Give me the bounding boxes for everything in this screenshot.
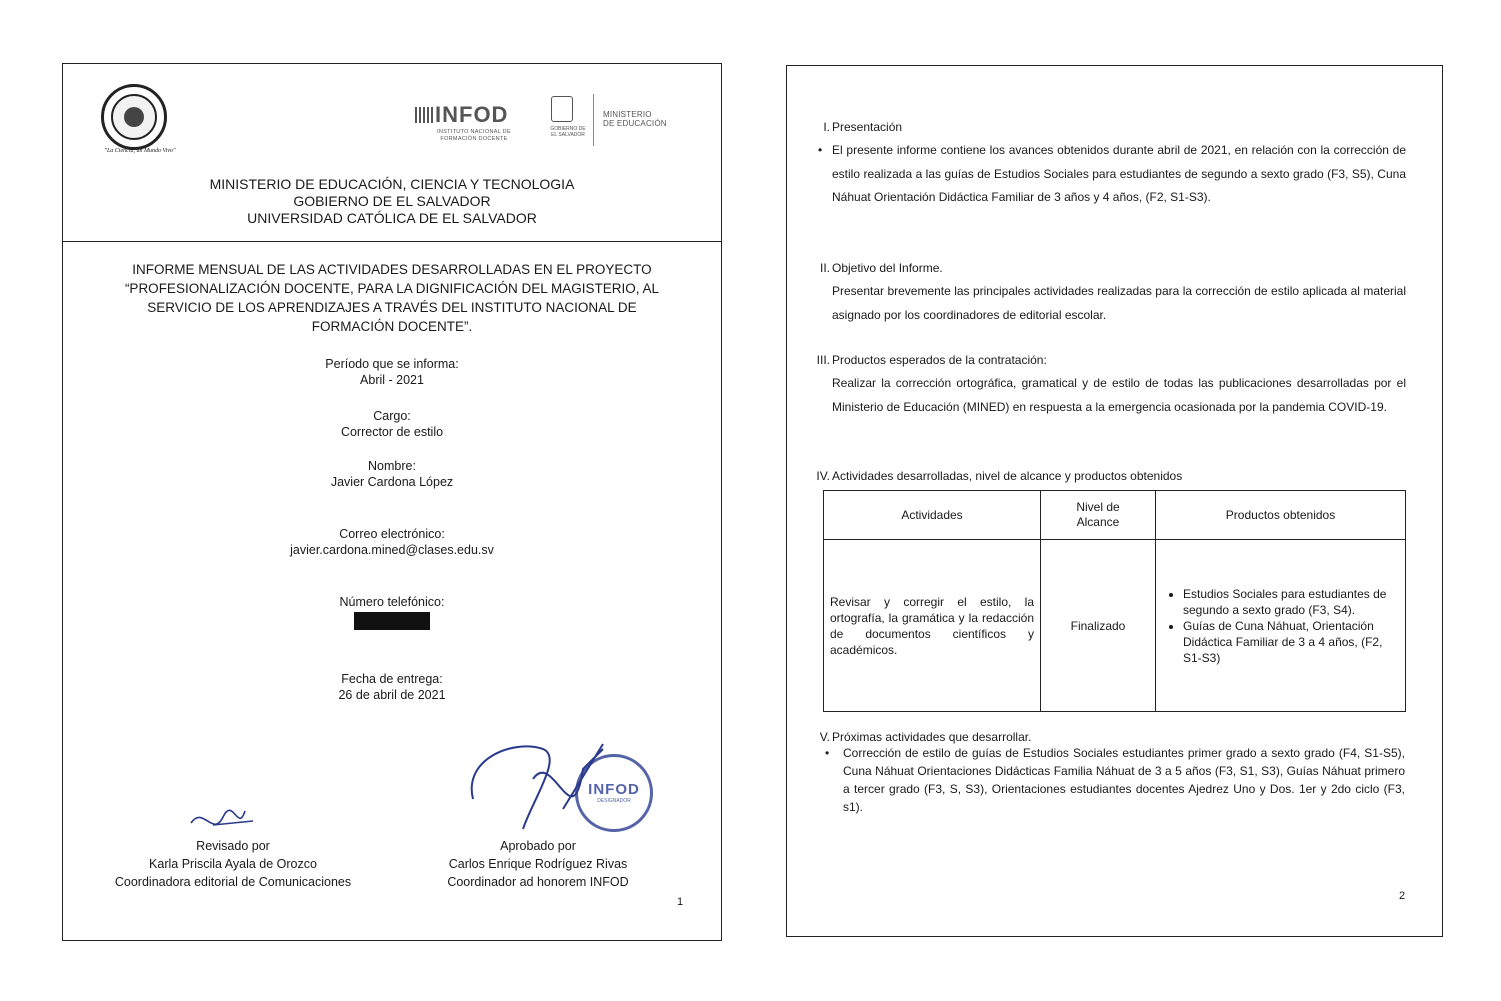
section-number: I.: [823, 120, 830, 134]
infod-sub-line: INSTITUTO NACIONAL DE: [437, 129, 511, 135]
infod-logo-word: INFOD: [435, 102, 509, 127]
infod-subtitle: [415, 129, 533, 143]
phone-redaction: [354, 612, 430, 630]
section-presentation: [810, 116, 1410, 241]
section-number: IV.: [816, 469, 830, 483]
table-header-cell: Productos obtenidos: [1156, 491, 1406, 540]
phone-label: Número telefónico:: [339, 595, 445, 609]
page-1-header: [63, 64, 721, 242]
approver-name: Carlos Enrique Rodríguez Rivas: [448, 857, 628, 871]
section-heading: Actividades desarrolladas, nivel de alcance y productos obtenidos: [832, 469, 1183, 483]
infod-mark-icon: [415, 107, 433, 123]
products-list: [1157, 586, 1404, 666]
section-objective: [810, 257, 1410, 329]
name-value: Javier Cardona López: [330, 475, 454, 489]
header-line: GOBIERNO DE EL SALVADOR: [293, 193, 491, 209]
activity-cell: Revisar y corregir el estilo, la ortografía, la gramática y la redacción de documentos científicos y académicos.: [824, 540, 1041, 712]
title-line: FORMACIÓN DOCENTE”.: [311, 319, 473, 334]
title-line: “PROFESIONALIZACIÓN DOCENTE, PARA LA DIGNIFICACIÓN DEL MAGISTERIO, AL: [124, 281, 660, 296]
email-value: javier.cardona.mined@clases.edu.sv: [290, 543, 494, 557]
section-heading: Próximas actividades que desarrollar.: [832, 730, 1032, 744]
section-expected-products: [810, 349, 1410, 444]
reviewer-name: Karla Priscila Ayala de Orozco: [149, 857, 317, 871]
level-cell: Finalizado: [1041, 540, 1156, 712]
list-item: Corrección de estilo de guías de Estudios Sociales estudiantes primer grado a sexto grado (F4, S1-S5), Cuna Náhuat Orientaciones Didácticas Familia Náhuat de 3 a 5 años (F3, S1, S3), Guías Náhuat primero a tercer grado (F3, S, S3), Orientaciones estudiantes docentes Ajedrez Uno y Dos. 1er y 2do ciclo (F3, s1).: [843, 746, 1405, 814]
delivery-date-value: 26 de abril de 2021: [338, 688, 446, 702]
section-heading: Objetivo del Informe.: [832, 261, 943, 275]
products-cell: [1156, 540, 1406, 712]
university-seal-logo: [101, 84, 167, 150]
infod-sub-line: FORMACIÓN DOCENTE: [440, 136, 508, 142]
period-value: Abril - 2021: [360, 373, 424, 387]
approver-signature-mark: [453, 739, 653, 849]
position-label: Cargo:: [373, 409, 411, 423]
seal-motto: "La Ciencia, un Mundo Vivo": [104, 148, 176, 154]
ministry-label: [603, 110, 667, 128]
list-item: • Estudios Sociales para estudiantes de segundo a sexto grado (F3, S4).: [1183, 586, 1404, 618]
activities-table: [823, 490, 1406, 712]
report-title: [102, 260, 682, 336]
gov-subtitle: [543, 126, 593, 138]
reviewer-role: Revisado por: [196, 839, 270, 853]
title-line: INFORME MENSUAL DE LAS ACTIVIDADES DESARROLLADAS EN EL PROYECTO: [132, 262, 652, 277]
name-label: Nombre:: [368, 459, 416, 473]
next-activities-list: [825, 744, 1405, 816]
list-item: • Guías de Cuna Náhuat, Orientación Didáctica Familiar de 3 a 4 años, (F2, S1-S3): [1183, 618, 1404, 666]
ministry-line: DE EDUCACIÓN: [603, 119, 667, 128]
page-2: [786, 65, 1443, 937]
page-1: [62, 63, 722, 941]
period-label: Período que se informa:: [325, 357, 459, 371]
stamp-sub: DESIGNADOR: [597, 798, 631, 804]
logo-divider: [593, 94, 594, 146]
section-body: El presente informe contiene los avances obtenidos durante abril de 2021, en relación con la corrección de estilo realizada a las guías de Estudios Sociales para estudiantes de segundo a sexto grado (F3, S5), Cuna Náhuat Orientación Didáctica Familiar de 3 años y 4 años, (F2, S1-S3).: [832, 143, 1406, 204]
position-value: Corrector de estilo: [340, 425, 444, 439]
section-body: Presentar brevemente las principales actividades realizadas para la corrección de estilo aplicada al material asignado por los coordinadores de editorial escolar.: [832, 284, 1406, 322]
table-header-row: [824, 491, 1406, 540]
stamp-text: INFOD: [588, 781, 640, 798]
header-line: MINISTERIO DE EDUCACIÓN, CIENCIA Y TECNOLOGIA: [209, 176, 575, 192]
section-number: III.: [816, 353, 830, 367]
approver-title: Coordinador ad honorem INFOD: [447, 875, 629, 889]
bullet-icon: •: [825, 746, 830, 760]
section-body: Realizar la corrección ortográfica, gramatical y de estilo de todas las publicaciones desarrolladas por el Ministerio de Educación (MINED) en respuesta a la emergencia ocasionada por la pandemia COVID-19.: [832, 376, 1406, 414]
page-number: 2: [1399, 890, 1406, 902]
page-number: 1: [677, 896, 684, 908]
report-cover-body: [63, 260, 721, 703]
section-heading: Productos esperados de la contratación:: [832, 353, 1047, 367]
ministry-line: MINISTERIO: [603, 110, 652, 119]
table-header-cell: Actividades: [824, 491, 1041, 540]
section-activities: [810, 465, 1410, 489]
reviewer-signature-block: [93, 809, 373, 899]
section-number: II.: [819, 261, 830, 275]
title-line: SERVICIO DE LOS APRENDIZAJES A TRAVÉS DEL INSTITUTO NACIONAL DE: [147, 300, 637, 315]
delivery-date-label: Fecha de entrega:: [341, 672, 443, 686]
table-row: [824, 540, 1406, 712]
gov-sub-line: GOBIERNO DE: [550, 126, 586, 132]
infod-logo: [415, 102, 533, 143]
email-label: Correo electrónico:: [339, 527, 445, 541]
reviewer-title: Coordinadora editorial de Comunicaciones: [114, 875, 352, 889]
header-line: UNIVERSIDAD CATÓLICA DE EL SALVADOR: [247, 210, 537, 226]
table-header-cell: Nivel de Alcance: [1041, 491, 1156, 540]
approver-role: Aprobado por: [500, 839, 576, 853]
bullet-icon: •: [818, 143, 823, 157]
el-salvador-seal-icon: [551, 96, 573, 122]
institution-header: [63, 176, 721, 227]
section-heading: Presentación: [832, 120, 903, 134]
gov-sub-line: EL SALVADOR: [551, 132, 585, 138]
section-number: V.: [819, 730, 830, 744]
approver-signature-block: [423, 809, 653, 899]
